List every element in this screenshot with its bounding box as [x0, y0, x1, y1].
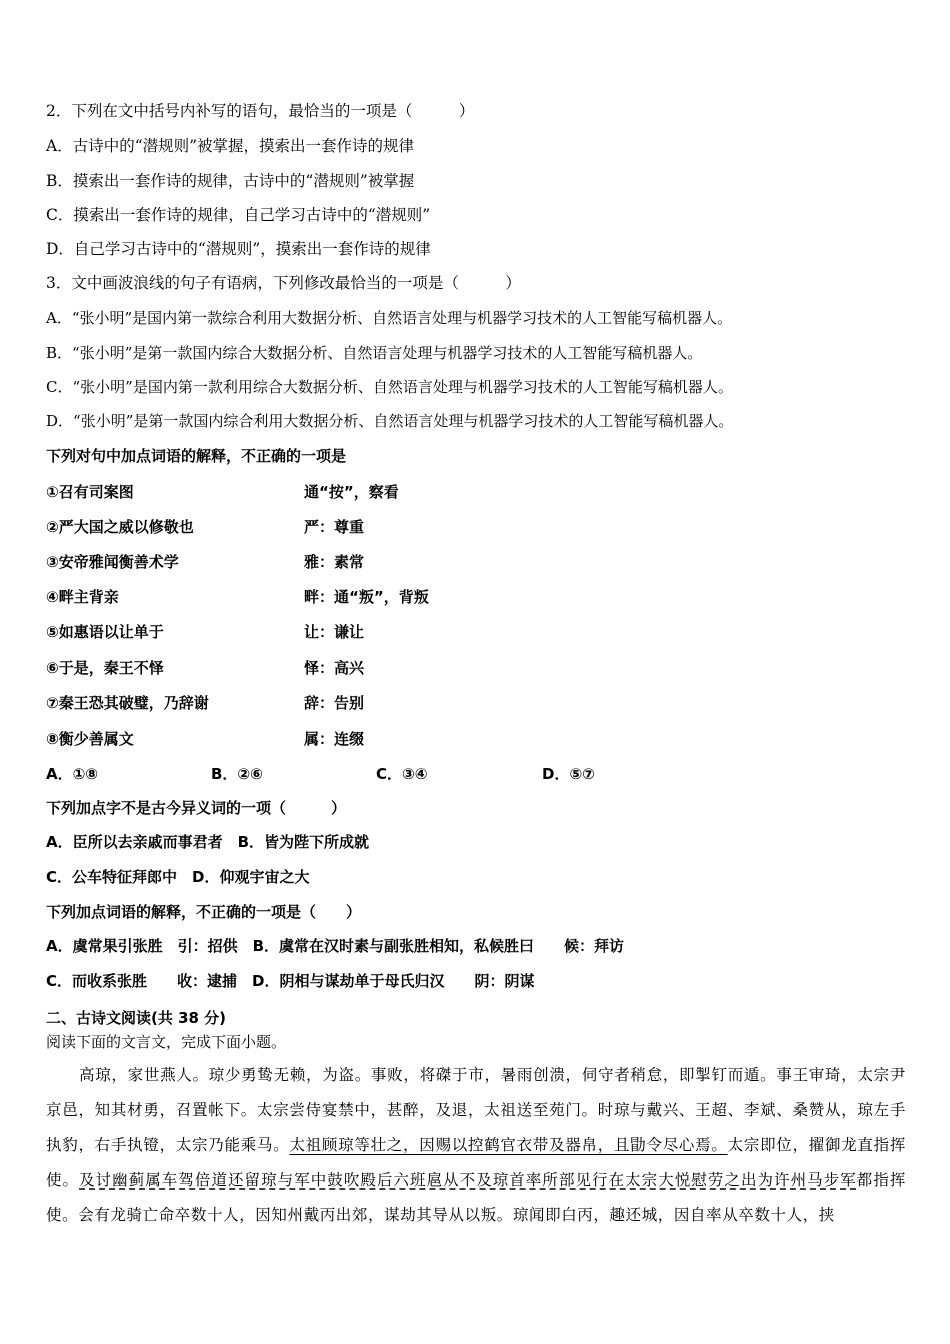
q4-item-sentence: ②严大国之威以修敬也 — [46, 518, 194, 536]
q4-option-b: B．②⑥ — [211, 765, 263, 783]
q4-item-sentence: ④畔主背亲 — [46, 588, 119, 606]
q2-stem: 2．下列在文中括号内补写的语句，最恰当的一项是（ ） — [46, 102, 475, 120]
q5-options-row1: A．臣所以去亲戚而事君者 B．皆为陛下所成就 — [46, 833, 370, 851]
q4-item — [46, 622, 365, 642]
q3-option-a: A．“张小明”是国内第一款综合利用大数据分析、自然语言处理与机器学习技术的人工智能写稿机器人。 — [46, 309, 733, 327]
passage-text: 都指挥使。会有龙骑亡命卒数十人，因知州戴丙出郊，谋劫其导从以叛。琼闻即白丙，趣还城，因自率从卒数十人，挟 — [46, 1171, 906, 1224]
q4-item-gloss: 怿：高兴 — [304, 659, 365, 677]
passage-wavy-sentence: 太祖顾琼等壮之，因赐以控鹤官衣带及器帛，且勖令尽心焉。 — [289, 1136, 728, 1154]
q4-item-gloss: 畔：通“叛”，背叛 — [304, 588, 429, 606]
q4-option-d: D．⑤⑦ — [542, 765, 595, 783]
q4-item-sentence: ⑧衡少善属文 — [46, 730, 134, 748]
q4-item — [46, 693, 365, 713]
q4-option-a: A．①⑧ — [46, 765, 99, 783]
q4-item-gloss: 严：尊重 — [304, 518, 365, 536]
q4-item-sentence: ⑥于是，秦王不怿 — [46, 659, 164, 677]
section-heading: 二、古诗文阅读(共 38 分) — [46, 1009, 227, 1027]
q4-item-sentence: ①召有司案图 — [46, 483, 134, 501]
q4-option-c: C．③④ — [376, 765, 428, 783]
passage-text: 太宗即位，擢御龙直指挥使。 — [46, 1136, 906, 1189]
passage-text: 高琼，家世燕人。琼少勇鸷无赖，为盗。事败，将磔于市，暑雨创溃，伺守者稍怠，即掣钉而遁。事王审琦，太宗尹京邑，知其材勇，召置帐下。太宗尝侍宴禁中，甚醉，及退，太祖送至苑门。时琼与戴兴、王超、李斌、桑赞从，琼左手执豹，右手执镫，太宗乃能乘马。 — [46, 1066, 906, 1154]
q2-option-b: B．摸索出一套作诗的规律，古诗中的“潜规则”被掌握 — [46, 172, 415, 190]
q5-options-row2: C．公车特征拜郎中 D．仰观宇宙之大 — [46, 868, 310, 886]
q4-item — [46, 552, 365, 572]
section-instruction: 阅读下面的文言文，完成下面小题。 — [46, 1033, 287, 1051]
q6-options-row1: A．虞常果引张胜 引：招供 B．虞常在汉时素与副张胜相知，私候胜曰 候：拜访 — [46, 937, 625, 955]
q4-item-sentence: ⑤如惠语以让单于 — [46, 623, 164, 641]
q4-stem: 下列对句中加点词语的解释，不正确的一项是 — [46, 447, 347, 465]
q6-options-row2: C．而收系张胜 收：逮捕 D．阴相与谋劫单于母氏归汉 阴：阴谋 — [46, 972, 535, 990]
q6-stem: 下列加点词语的解释，不正确的一项是（ ） — [46, 903, 362, 921]
classical-passage — [46, 1058, 906, 1233]
q4-item — [46, 482, 399, 502]
passage-dashed-sentence: 及讨幽蓟属车驾倍道还留琼与军中鼓吹殿后六班扈从不及琼首率所部见行在太宗大悦慰劳之出为许州马步军 — [79, 1171, 857, 1189]
q4-item — [46, 658, 365, 678]
q4-item — [46, 729, 365, 749]
q2-option-a: A．古诗中的“潜规则”被掌握，摸索出一套作诗的规律 — [46, 137, 415, 155]
q4-item-gloss: 属：连缀 — [304, 730, 365, 748]
q4-item-gloss: 辞：告别 — [304, 694, 365, 712]
q4-item — [46, 587, 429, 607]
q4-item-gloss: 让：谦让 — [304, 623, 365, 641]
q4-item-gloss: 通“按”，察看 — [304, 483, 399, 501]
q3-option-d: D．“张小明”是第一款国内综合利用大数据分析、自然语言处理与机器学习技术的人工智能写稿机器人。 — [46, 412, 734, 430]
q2-option-d: D．自己学习古诗中的“潜规则”，摸索出一套作诗的规律 — [46, 240, 431, 258]
q3-option-c: C．“张小明”是国内第一款利用综合大数据分析、自然语言处理与机器学习技术的人工智能写稿机器人。 — [46, 378, 733, 396]
q3-stem: 3．文中画波浪线的句子有语病，下列修改最恰当的一项是（ ） — [46, 274, 521, 292]
q5-stem: 下列加点字不是古今异义词的一项（ ） — [46, 799, 347, 817]
q4-item-gloss: 雅：素常 — [304, 553, 365, 571]
q4-item — [46, 517, 365, 537]
q4-item-sentence: ③安帝雅闻衡善术学 — [46, 553, 179, 571]
q2-option-c: C．摸索出一套作诗的规律，自己学习古诗中的“潜规则” — [46, 206, 431, 224]
q4-item-sentence: ⑦秦王恐其破璧，乃辞谢 — [46, 694, 209, 712]
q3-option-b: B．“张小明”是第一款国内综合大数据分析、自然语言处理与机器学习技术的人工智能写稿机器人。 — [46, 344, 703, 362]
